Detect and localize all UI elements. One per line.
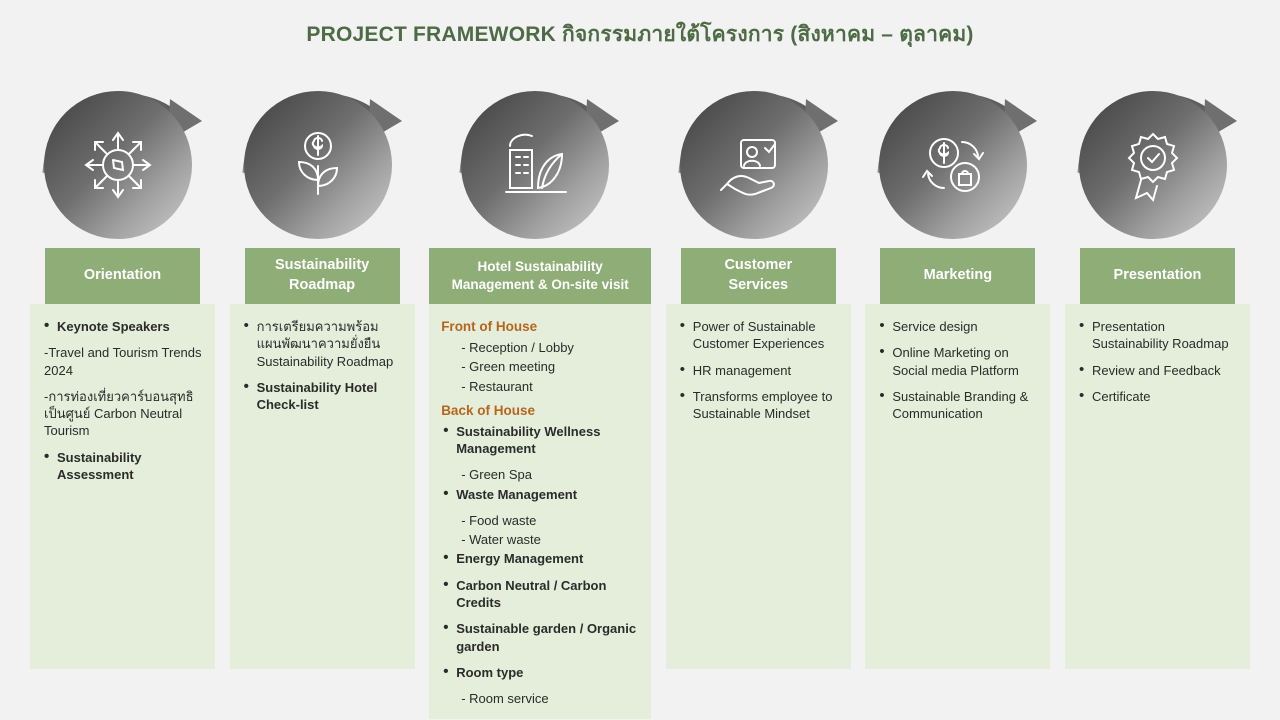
list-item: - Room service <box>461 691 549 707</box>
column-header-line: Sustainability <box>274 257 370 274</box>
icon-circle <box>244 91 392 239</box>
list-item: • Transforms employee to Sustainable Mindset <box>678 388 839 423</box>
framework-columns <box>0 63 1280 719</box>
icon-area <box>666 63 851 248</box>
list-item: - Reception / Lobby <box>461 339 574 355</box>
list-item: • Sustainable garden / Organic garden <box>441 620 639 655</box>
column-header <box>45 248 200 304</box>
icon-circle <box>680 91 828 239</box>
list-item: - Water waste <box>461 532 541 548</box>
list-item: • Power of Sustainable Customer Experiences <box>678 318 839 353</box>
icon-area <box>429 63 651 248</box>
framework-column-sustainability-roadmap <box>230 63 415 719</box>
column-header <box>1080 248 1235 304</box>
column-header-line: Roadmap <box>289 277 356 293</box>
list-item: • Room type <box>441 664 639 681</box>
column-header-line: Presentation <box>1113 267 1202 284</box>
column-body <box>429 304 651 719</box>
icon-circle <box>44 91 192 239</box>
list-item: • Online Marketing on Social media Platform <box>877 344 1038 379</box>
list-item: -การท่องเที่ยวคาร์บอนสุทธิเป็นศูนย์ Carbon Neutral Tourism <box>44 388 194 439</box>
list-item: • Presentation Sustainability Roadmap <box>1077 318 1238 353</box>
list-item: • Certificate <box>1077 388 1238 405</box>
award-ribbon-check-icon <box>1110 122 1196 208</box>
icon-circle <box>1079 91 1227 239</box>
list-item: • Service design <box>877 318 1038 335</box>
icon-area <box>30 63 215 248</box>
column-body <box>865 304 1050 669</box>
column-body <box>1065 304 1250 669</box>
list-item: • Waste Management <box>441 486 639 503</box>
list-item: - Green meeting <box>461 359 556 375</box>
list-item: • Review and Feedback <box>1077 362 1238 379</box>
list-item: • Sustainability Wellness Management <box>441 423 639 458</box>
section-label-front-of-house: Front of House <box>441 319 538 334</box>
compass-expand-icon <box>77 124 159 206</box>
column-header <box>880 248 1035 304</box>
icon-area <box>1065 63 1250 248</box>
list-item: • Sustainable Branding & Communication <box>877 388 1038 423</box>
list-item: • Carbon Neutral / Carbon Credits <box>441 577 639 612</box>
framework-column-customer-services <box>666 63 851 719</box>
column-body <box>30 304 215 669</box>
icon-circle <box>461 91 609 239</box>
list-item: - Food waste <box>461 512 537 528</box>
customer-service-hand-icon <box>711 122 797 208</box>
column-header-line: Orientation <box>83 267 162 284</box>
column-header <box>429 248 651 304</box>
money-plant-growth-icon <box>277 124 359 206</box>
list-item: • HR management <box>678 362 839 379</box>
framework-column-marketing <box>865 63 1050 719</box>
list-item: • Energy Management <box>441 550 639 567</box>
framework-column-presentation <box>1065 63 1250 719</box>
list-item: • Sustainability Assessment <box>42 449 203 484</box>
icon-area <box>230 63 415 248</box>
section-label-back-of-house: Back of House <box>441 402 535 418</box>
page-title: PROJECT FRAMEWORK กิจกรรมภายใต้โครงการ (สิงหาคม – ตุลาคม) <box>306 23 974 46</box>
column-header <box>681 248 836 304</box>
list-item: - Green Spa <box>461 467 533 483</box>
column-body <box>230 304 415 669</box>
list-item: • การเตรียมความพร้อมแผนพัฒนาความยั่งยืน Sustainability Roadmap <box>242 318 403 370</box>
marketing-money-bag-icon <box>910 122 996 208</box>
column-header-line: Customer <box>724 257 793 274</box>
icon-area <box>865 63 1050 248</box>
column-header-line: Management & On-site visit <box>451 277 629 292</box>
column-header <box>245 248 400 304</box>
column-header-line: Marketing <box>923 267 993 284</box>
column-header-line: Hotel Sustainability <box>477 258 603 274</box>
list-item: • Keynote Speakers <box>42 318 203 335</box>
framework-column-hotel-sustainability-management <box>429 63 651 719</box>
framework-column-orientation <box>30 63 215 719</box>
list-item: -Travel and Tourism Trends 2024 <box>44 345 202 378</box>
column-header-line: Services <box>728 277 789 293</box>
column-body <box>666 304 851 669</box>
list-item: • Sustainability Hotel Check-list <box>242 379 403 414</box>
icon-circle <box>879 91 1027 239</box>
list-item: - Restaurant <box>461 378 533 394</box>
hotel-building-leaf-icon <box>492 122 578 208</box>
